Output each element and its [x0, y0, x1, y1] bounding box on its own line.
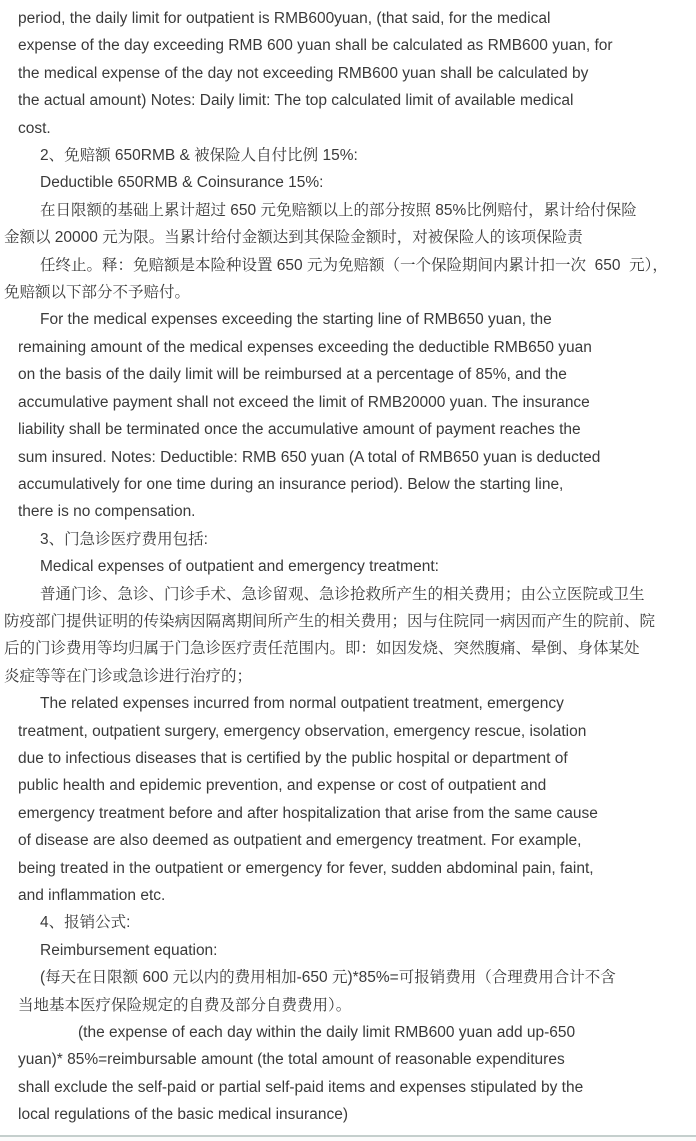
text-line: remaining amount of the medical expenses exceeding the deductible RMB650 yuan — [18, 338, 592, 356]
text-line: 当地基本医疗保险规定的自费及部分自费费用）。 — [18, 996, 352, 1014]
text-line: expense of the day exceeding RMB 600 yuan shall be calculated as RMB600 yuan, for — [18, 37, 613, 55]
text-line: shall exclude the self-paid or partial self-paid items and expenses stipulated by the — [18, 1078, 584, 1096]
text-line: 普通门诊、急诊、门诊手术、急诊留观、急诊抢救所产生的相关费用；由公立医院或卫生 — [40, 585, 645, 603]
text-line-section-3-heading-en: Medical expenses of outpatient and emergency treatment: — [40, 558, 439, 576]
text-line: yuan)* 85%=reimbursable amount (the total amount of reasonable expenditures — [18, 1051, 565, 1069]
text-line: emergency treatment before and after hospitalization that arise from the same cause — [18, 804, 598, 822]
text-line: The related expenses incurred from normal outpatient treatment, emergency — [40, 695, 564, 713]
text-line: 金额以 20000 元为限。当累计给付金额达到其保险金额时，对被保险人的该项保险责 — [4, 229, 583, 247]
text-line: there is no compensation. — [18, 503, 196, 521]
text-line: 防疫部门提供证明的传染病因隔离期间所产生的相关费用；因与住院同一病因而产生的院前、院 — [4, 612, 656, 630]
text-line-section-2-heading-zh: 2、免赔额 650RMB & 被保险人自付比例 15%: — [40, 147, 358, 165]
text-line: For the medical expenses exceeding the starting line of RMB650 yuan, the — [40, 311, 552, 329]
text-line-section-4-heading-zh: 4、报销公式: — [40, 914, 131, 932]
text-line: of disease are also deemed as outpatient and emergency treatment. For example, — [18, 832, 582, 850]
footer-space — [0, 1137, 696, 1141]
text-line-equation-zh: (每天在日限额 600 元以内的费用相加-650 元)*85%=可报销费用（合理费用合计不含 — [40, 969, 616, 987]
text-line: accumulatively for one time during an insurance period). Below the starting line, — [18, 475, 564, 493]
text-line: local regulations of the basic medical insurance) — [18, 1106, 348, 1124]
text-line: cost. — [18, 119, 51, 137]
text-line: 任终止。释：免赔额是本险种设置 650 元为免赔额（一个保险期间内累计扣一次 650 元）， — [40, 256, 668, 274]
text-line: sum insured. Notes: Deductible: RMB 650 yuan (A total of RMB650 yuan is deducted — [18, 448, 601, 466]
text-line-section-3-heading-zh: 3、门急诊医疗费用包括: — [40, 530, 208, 548]
text-line: the medical expense of the day not exceeding RMB600 yuan shall be calculated by — [18, 64, 589, 82]
text-line: on the basis of the daily limit will be reimbursed at a percentage of 85%, and the — [18, 366, 567, 384]
text-line: public health and epidemic prevention, and expense or cost of outpatient and — [18, 777, 547, 795]
text-line-equation-en: (the expense of each day within the daily limit RMB600 yuan add up-650 — [78, 1024, 576, 1042]
text-line: liability shall be terminated once the accumulative amount of payment reaches the — [18, 421, 581, 439]
text-line: being treated in the outpatient or emergency for fever, sudden abdominal pain, faint, — [18, 859, 594, 877]
text-line: 后的门诊费用等均归属于门急诊医疗责任范围内。即：如因发烧、突然腹痛、晕倒、身体某处 — [4, 640, 640, 658]
text-line: accumulative payment shall not exceed the limit of RMB20000 yuan. The insurance — [18, 393, 590, 411]
text-line: 免赔额以下部分不予赔付。 — [4, 284, 191, 302]
text-line: treatment, outpatient surgery, emergency observation, emergency rescue, isolation — [18, 722, 587, 740]
text-line: due to infectious diseases that is certified by the public hospital or department of — [18, 749, 568, 767]
text-line: period, the daily limit for outpatient is RMB600yuan, (that said, for the medical — [18, 10, 551, 27]
text-line: 炎症等等在门诊或急诊进行治疗的； — [4, 667, 253, 685]
text-line: the actual amount) Notes: Daily limit: The top calculated limit of available medical — [18, 92, 574, 110]
text-line-section-2-heading-en: Deductible 650RMB & Coinsurance 15%: — [40, 174, 324, 192]
text-line: and inflammation etc. — [18, 887, 166, 904]
text-line-section-4-heading-en: Reimbursement equation: — [40, 941, 218, 959]
text-line: 在日限额的基础上累计超过 650 元免赔额以上的部分按照 85%比例赔付，累计给付保险 — [40, 201, 637, 219]
